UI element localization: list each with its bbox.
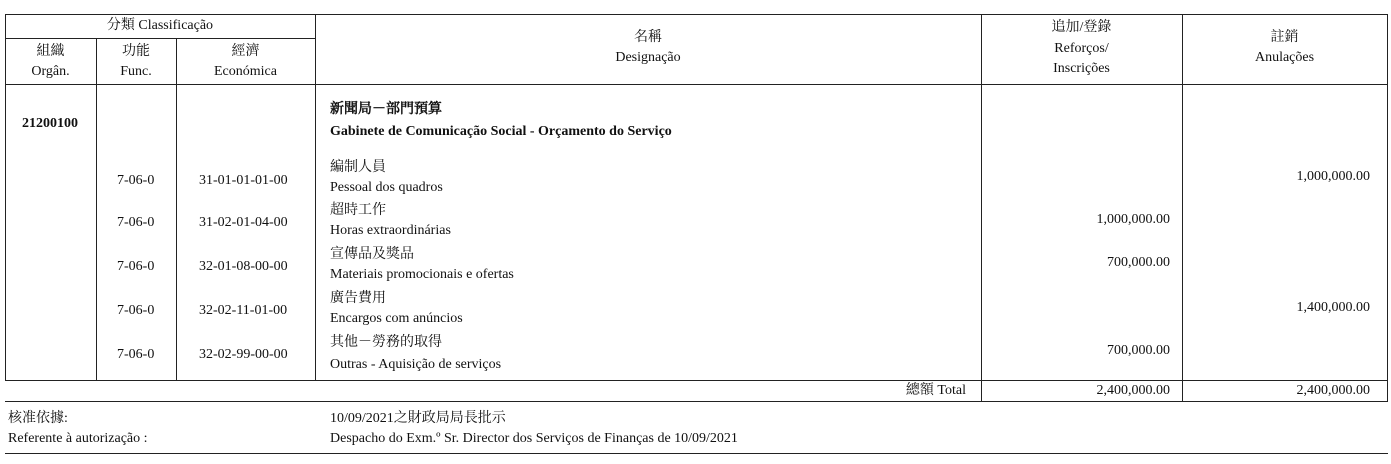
table-row-4-func: 7-06-0 bbox=[117, 303, 155, 318]
table-row-2-econ: 31-02-01-04-00 bbox=[199, 215, 288, 230]
total-cancellation: 2,400,000.00 bbox=[1296, 383, 1370, 398]
table-row-5-reinforcement: 700,000.00 bbox=[1107, 343, 1170, 358]
header-organ-pt: Orgân. bbox=[31, 64, 70, 79]
organ-code: 21200100 bbox=[22, 116, 78, 131]
table-row-3-name-pt: Materiais promocionais e ofertas bbox=[330, 267, 514, 282]
footer-basis-zh: 核准依據: bbox=[8, 411, 68, 426]
header-func-zh: 功能 bbox=[122, 44, 150, 59]
table-row-2-name-zh: 超時工作 bbox=[330, 203, 386, 218]
col-divider-func bbox=[176, 38, 177, 381]
table-row-2-func: 7-06-0 bbox=[117, 215, 155, 230]
table-row-5-econ: 32-02-99-00-00 bbox=[199, 347, 288, 362]
header-cancellation-zh: 註銷 bbox=[1270, 30, 1299, 45]
table-row-1-econ: 31-01-01-01-00 bbox=[199, 173, 288, 188]
table-row-5-func: 7-06-0 bbox=[117, 347, 155, 362]
header-designation-zh: 名稱 bbox=[634, 30, 662, 45]
table-row-1-func: 7-06-0 bbox=[117, 173, 155, 188]
table-row-4-cancellation: 1,400,000.00 bbox=[1296, 300, 1370, 315]
header-organ-zh: 組織 bbox=[36, 44, 65, 59]
col-divider-reinforcement bbox=[1182, 14, 1183, 402]
header-designation-pt: Designação bbox=[615, 50, 681, 65]
header-func-pt: Func. bbox=[120, 64, 152, 79]
footer-order-zh: 10/09/2021之財政局局長批示 bbox=[330, 411, 506, 426]
total-top-border bbox=[5, 380, 1388, 381]
table-row-5-name-zh: 其他－勞務的取得 bbox=[330, 335, 442, 350]
header-reinforcement-pt1: Reforços/ bbox=[1054, 41, 1109, 56]
table-top-border bbox=[5, 14, 1388, 15]
table-row-5-name-pt: Outras - Aquisição de serviços bbox=[330, 357, 502, 372]
classification-divider bbox=[5, 38, 315, 39]
header-classification: 分類 Classificação bbox=[106, 18, 214, 33]
table-row-3-econ: 32-01-08-00-00 bbox=[199, 259, 288, 274]
table-row-3-func: 7-06-0 bbox=[117, 259, 155, 274]
service-title-zh: 新聞局－部門預算 bbox=[330, 102, 442, 117]
footer-order-pt: Despacho do Exm.º Sr. Director dos Serviços de Finanças de 10/09/2021 bbox=[330, 431, 738, 446]
col-divider-organ bbox=[96, 38, 97, 381]
col-divider-econ bbox=[315, 14, 316, 381]
header-econ-zh: 經濟 bbox=[231, 44, 260, 59]
header-econ-pt: Económica bbox=[214, 64, 277, 79]
service-title-pt: Gabinete de Comunicação Social - Orçamento do Serviço bbox=[330, 124, 672, 139]
table-row-1-name-pt: Pessoal dos quadros bbox=[330, 180, 443, 195]
footer-bottom-border bbox=[5, 453, 1388, 454]
total-label: 總額 Total bbox=[905, 383, 966, 398]
table-row-4-name-zh: 廣告費用 bbox=[330, 291, 386, 306]
footer-basis-pt: Referente à autorização : bbox=[8, 431, 148, 446]
table-row-4-name-pt: Encargos com anúncios bbox=[330, 311, 463, 326]
table-row-1-name-zh: 編制人員 bbox=[330, 160, 386, 175]
header-reinforcement-pt2: Inscrições bbox=[1053, 61, 1110, 76]
header-bottom-border bbox=[5, 84, 1388, 85]
total-bottom-border bbox=[5, 401, 1388, 402]
table-row-2-name-pt: Horas extraordinárias bbox=[330, 223, 451, 238]
total-reinforcement: 2,400,000.00 bbox=[1096, 383, 1170, 398]
table-row-1-cancellation: 1,000,000.00 bbox=[1296, 169, 1370, 184]
table-right-border bbox=[1387, 14, 1388, 402]
header-cancellation-pt: Anulações bbox=[1254, 50, 1315, 65]
header-reinforcement-zh: 追加/登錄 bbox=[1051, 20, 1112, 35]
table-row-3-reinforcement: 700,000.00 bbox=[1107, 255, 1170, 270]
table-row-2-reinforcement: 1,000,000.00 bbox=[1096, 212, 1170, 227]
table-row-4-econ: 32-02-11-01-00 bbox=[199, 303, 288, 318]
table-row-3-name-zh: 宣傳品及獎品 bbox=[330, 247, 414, 262]
